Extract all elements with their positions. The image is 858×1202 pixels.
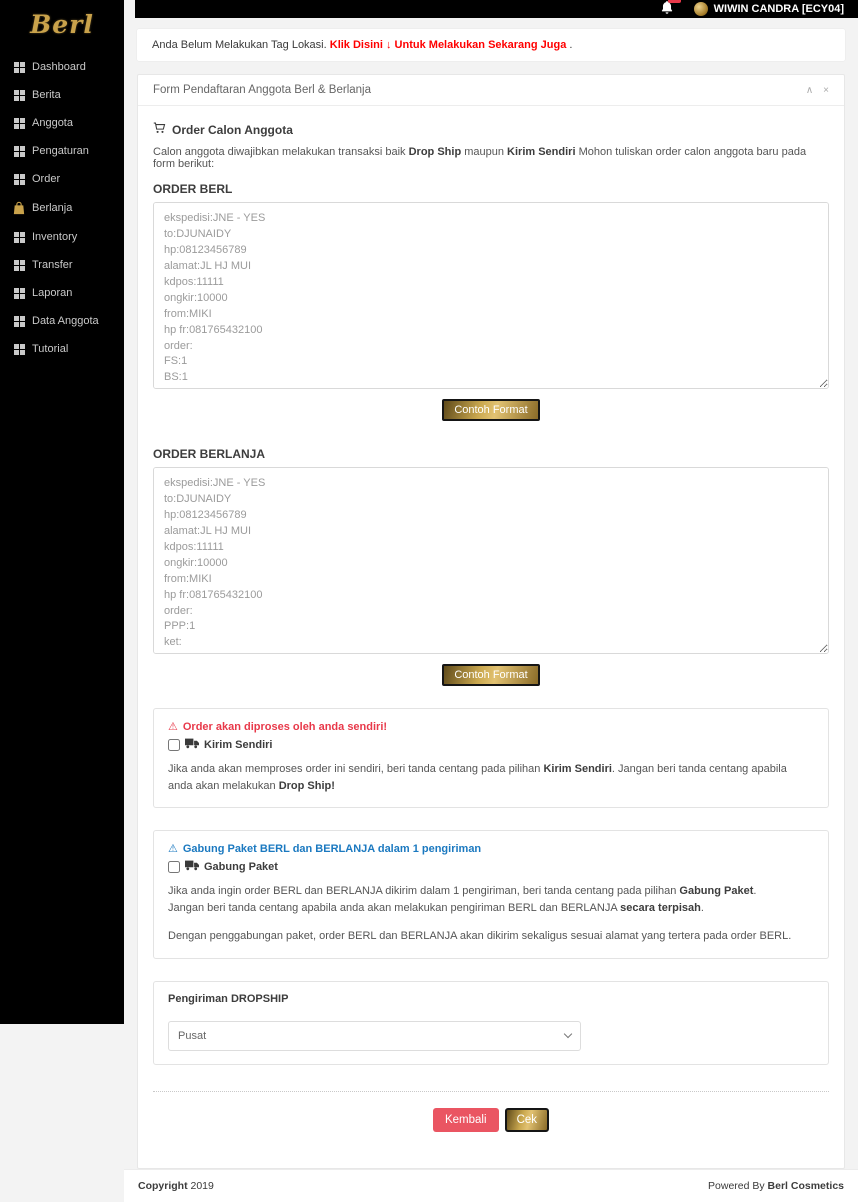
- order-berlanja-textarea[interactable]: [153, 467, 829, 654]
- alert-suffix: .: [569, 39, 573, 51]
- sidebar-item-label: Laporan: [32, 287, 73, 299]
- grid-icon: [13, 146, 25, 157]
- order-berlanja-label: ORDER BERLANJA: [153, 447, 266, 461]
- dropship-panel: [153, 981, 829, 1065]
- sidebar-item-label: Anggota: [32, 117, 73, 129]
- gabung-paket-checkbox-label: Gabung Paket: [204, 861, 278, 873]
- kirim-sendiri-warning: ⚠ Order akan diproses oleh anda sendiri!: [168, 720, 388, 733]
- sidebar-item-order[interactable]: [0, 165, 124, 193]
- topbar: [135, 0, 858, 18]
- sidebar-item-label: Berlanja: [32, 202, 73, 214]
- contoh-format-berlanja-button[interactable]: Contoh Format: [442, 664, 539, 686]
- kirim-sendiri-checkbox[interactable]: [168, 739, 180, 751]
- sidebar-menu: [0, 53, 124, 363]
- kirim-sendiri-checkbox-label: Kirim Sendiri: [204, 739, 273, 751]
- gabung-paket-help-line1: Jika anda ingin order BERL dan BERLANJA dikirim dalam 1 pengiriman, beri tanda centang pada pilihan Gabung Paket.: [168, 885, 757, 897]
- sidebar-item-label: Pengaturan: [32, 145, 89, 157]
- tag-lokasi-alert: [137, 29, 845, 61]
- grid-icon: [13, 344, 25, 355]
- card-header: [138, 75, 844, 106]
- sidebar-item-label: Dashboard: [32, 61, 86, 73]
- close-icon[interactable]: ×: [823, 84, 829, 96]
- copyright: Copyright 2019: [138, 1179, 214, 1192]
- order-berl-textarea[interactable]: [153, 202, 829, 389]
- sidebar-item-transfer[interactable]: [0, 251, 124, 279]
- grid-icon: [13, 90, 25, 101]
- avatar: [694, 2, 708, 16]
- gabung-paket-heading: ⚠ Gabung Paket BERL dan BERLANJA dalam 1 pengiriman: [168, 842, 482, 855]
- form-actions: [153, 1108, 829, 1132]
- grid-icon: [13, 174, 25, 185]
- brand-logo[interactable]: Berl: [30, 10, 94, 39]
- kembali-button[interactable]: Kembali: [433, 1108, 499, 1132]
- sidebar-item-pengaturan[interactable]: [0, 137, 124, 165]
- dropship-select[interactable]: [168, 1021, 581, 1051]
- dropship-title: Pengiriman DROPSHIP: [168, 992, 289, 1005]
- sidebar-item-dashboard[interactable]: [0, 53, 124, 81]
- footer: [124, 1169, 858, 1202]
- card-title: Form Pendaftaran Anggota Berl & Berlanja: [153, 84, 371, 96]
- grid-icon: [13, 260, 25, 271]
- card-body: [138, 106, 844, 1168]
- gabung-paket-panel: [153, 830, 829, 959]
- form-card: [137, 74, 845, 1169]
- gabung-paket-checkbox[interactable]: [168, 861, 180, 873]
- sidebar-item-tutorial[interactable]: [0, 335, 124, 363]
- form-description: Calon anggota diwajibkan melakukan transaksi baik Drop Ship maupun Kirim Sendiri Mohon tuliskan order calon anggota baru pada form berikut:: [153, 146, 807, 170]
- sidebar-item-label: Tutorial: [32, 343, 69, 355]
- gabung-paket-note: Dengan penggabungan paket, order BERL dan BERLANJA akan dikirim sekaligus sesuai alamat yang tertera pada order BERL.: [168, 930, 792, 942]
- sidebar-item-label: Order: [32, 173, 61, 185]
- sidebar-item-berlanja[interactable]: [0, 193, 124, 223]
- gabung-paket-help-line2: Jangan beri tanda centang apabila anda akan melakukan pengiriman BERL dan BERLANJA secara terpisah.: [168, 901, 704, 914]
- sidebar-item-data-anggota[interactable]: [0, 307, 124, 335]
- sidebar-item-label: Berita: [32, 89, 61, 101]
- warning-icon: ⚠: [168, 843, 178, 855]
- main-area: [124, 0, 858, 1192]
- cek-button[interactable]: Cek: [505, 1108, 549, 1132]
- warning-icon: ⚠: [168, 721, 178, 733]
- truck-icon: [185, 738, 199, 752]
- sidebar-item-label: Inventory: [32, 231, 78, 243]
- sidebar-item-inventory[interactable]: [0, 223, 124, 251]
- collapse-icon[interactable]: ∧: [805, 84, 814, 96]
- notification-count-badge: [668, 0, 682, 3]
- user-name: WIWIN CANDRA [ECY04]: [713, 3, 844, 15]
- user-menu[interactable]: [694, 2, 844, 16]
- order-berl-label: ORDER BERL: [153, 182, 233, 196]
- gold-bag-icon: [13, 201, 25, 215]
- contoh-format-berl-button[interactable]: Contoh Format: [442, 399, 539, 421]
- powered-by: Powered By Berl Cosmetics: [708, 1179, 844, 1192]
- sidebar-item-label: Transfer: [32, 259, 73, 271]
- notifications-bell[interactable]: [660, 0, 674, 18]
- cart-icon: [153, 122, 166, 137]
- card-tools: [806, 85, 829, 96]
- content: [124, 18, 858, 1169]
- section-title: Order Calon Anggota: [153, 122, 829, 137]
- sidebar-item-label: Data Anggota: [32, 315, 99, 327]
- down-arrow-icon: ↓: [386, 39, 392, 51]
- kirim-sendiri-panel: [153, 708, 829, 808]
- grid-icon: [13, 316, 25, 327]
- sidebar: [0, 0, 124, 1024]
- sidebar-item-laporan[interactable]: [0, 279, 124, 307]
- truck-icon: [185, 860, 199, 874]
- divider: [153, 1091, 829, 1092]
- grid-icon: [13, 118, 25, 129]
- grid-icon: [13, 232, 25, 243]
- grid-icon: [13, 288, 25, 299]
- kirim-sendiri-help: Jika anda akan memproses order ini sendiri, beri tanda centang pada pilihan Kirim Sendiri. Jangan beri tanda centang apabila anda akan melakukan Drop Ship!: [168, 763, 787, 792]
- grid-icon: [13, 62, 25, 73]
- sidebar-item-berita[interactable]: [0, 81, 124, 109]
- alert-text: Anda Belum Melakukan Tag Lokasi.: [152, 39, 330, 51]
- tag-lokasi-link[interactable]: Klik Disini ↓ Untuk Melakukan Sekarang Juga: [329, 39, 570, 51]
- sidebar-item-anggota[interactable]: [0, 109, 124, 137]
